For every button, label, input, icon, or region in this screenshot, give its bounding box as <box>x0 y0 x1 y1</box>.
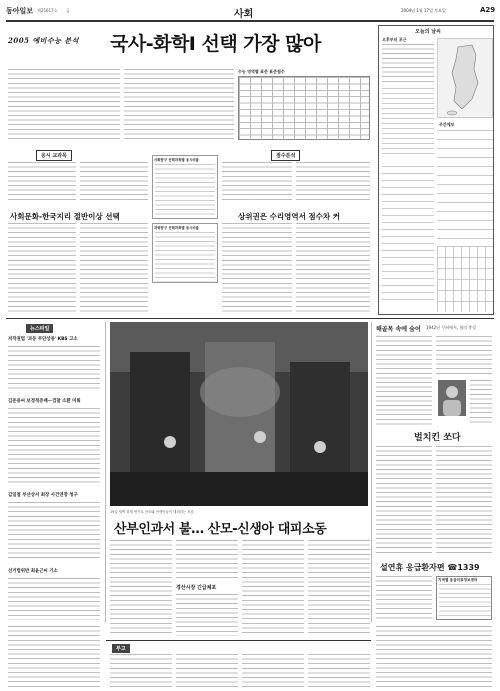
fire-text-col-1 <box>110 540 172 636</box>
obituary-col-2 <box>176 654 238 688</box>
weather-table <box>382 88 434 158</box>
news-photo <box>110 322 368 506</box>
right-column-bottom-text <box>376 626 492 688</box>
sidebar-text-1 <box>376 336 432 426</box>
col3-text-bottom <box>222 223 292 313</box>
day-mark: 금 <box>66 8 70 13</box>
forecast-grid-2 <box>437 246 493 312</box>
person-icon <box>438 380 466 416</box>
page-number: A29 <box>480 6 496 14</box>
obituary-col-3 <box>242 654 304 688</box>
fire-text-col-2 <box>176 540 238 580</box>
regional-center-title: 지역별 응급의료정보센터 <box>438 578 478 582</box>
paper-name: 동아일보 <box>6 7 34 15</box>
col3-text <box>222 162 292 202</box>
left-text-4 <box>8 578 100 620</box>
science-chart-rows <box>155 232 215 282</box>
left-text-2 <box>8 408 100 486</box>
social-chart-title: 사회탐구 선택과목별 응시비율 <box>154 158 199 162</box>
section-title: 사회 <box>234 9 254 20</box>
sidebar-story-subtitle: 1942년 무허에서, 혐의 충성 <box>426 325 477 330</box>
left-column-bottom-text <box>8 626 100 688</box>
regional-center-box <box>436 576 492 620</box>
sidebar-text-5 <box>436 446 492 556</box>
intro-text-col-2 <box>124 69 234 141</box>
weather-today-label: 오후부터 포근 <box>382 37 407 42</box>
science-chart-title: 과학탐구 선택과목별 응시비율 <box>154 226 199 230</box>
col4-text <box>296 162 370 202</box>
score-table-grid <box>238 76 370 140</box>
obituary-tag: 부고 <box>112 644 130 653</box>
side-column-headline: 벌치킨 쏘다 <box>414 433 461 443</box>
col1-label: 응시 교과목 <box>36 150 72 161</box>
bottom-strip-rule <box>106 640 371 641</box>
science-chart <box>152 223 218 283</box>
lead-headline: 국사-화학Ⅰ 선택 가장 많아 <box>110 33 321 55</box>
lead-bottom-rule <box>6 318 494 319</box>
col2-text-bottom <box>80 223 148 313</box>
weather-title: 오늘의 날씨 <box>415 29 441 35</box>
obituary-col-4 <box>308 654 370 688</box>
sidebar-story-title: 해골목 속에 숨어 <box>376 326 421 333</box>
fire-text-col-3 <box>242 540 304 636</box>
col1-text-bottom <box>8 223 76 313</box>
subhead-math-top: 상위권은 수리영역서 점수차 커 <box>238 212 341 221</box>
forecast-label: 주간예보 <box>439 122 455 127</box>
col2-text-top <box>80 162 148 202</box>
news-file-tag: 뉴스파일 <box>26 324 53 333</box>
sidebar-text-2 <box>436 336 492 376</box>
right-column-divider <box>371 322 372 622</box>
left-headline-1: 저작권법 '과동 무단상용' KBS 고소 <box>8 337 78 342</box>
masthead-rule <box>6 20 494 22</box>
col1-text-top <box>8 162 76 202</box>
hotline-headline: 설연휴 응급환자편 ☎1339 <box>380 563 480 572</box>
accident-headline: 산부인과서 불… 산모-신생아 대피소동 <box>114 522 327 537</box>
left-headline-4: 선거법위반 최윤근씨 기소 <box>8 569 58 574</box>
issue-date: 2004년 1월 17일 토요일 <box>401 8 446 13</box>
fire-text-col-4 <box>308 540 370 636</box>
weather-map <box>437 38 493 118</box>
hotline-text-1 <box>376 576 432 620</box>
social-chart-rows <box>155 164 215 218</box>
left-text-3 <box>8 502 100 562</box>
lead-story <box>6 25 372 315</box>
left-headline-3: 김일철 부산상서 최장 사건연장 청구 <box>8 493 78 498</box>
masthead <box>6 6 494 18</box>
intro-text-col-1 <box>8 69 120 141</box>
col4-text-bottom <box>296 223 370 313</box>
korea-map-icon <box>438 39 494 119</box>
left-text-1 <box>8 346 100 392</box>
photo-caption: 19일 새벽 화재 연기로 산모와 신생아들이 대피하는 모습 <box>110 510 194 514</box>
portrait-photo <box>438 380 466 416</box>
weather-box <box>378 25 494 315</box>
weather-summary-text <box>382 44 434 84</box>
obituary-col-1 <box>110 654 172 688</box>
left-news-column <box>6 322 102 622</box>
sidebar-text-3 <box>470 380 492 426</box>
forecast-grid <box>437 130 493 240</box>
gyeongsan-headline: 경산시장 긴급체포 <box>176 585 217 591</box>
weather-icons-row <box>382 166 434 306</box>
issue-number: 제25617호 <box>37 8 58 13</box>
fire-scene-photo <box>110 322 368 506</box>
social-chart <box>152 155 218 219</box>
score-table-box <box>238 69 370 143</box>
sidebar-text-4 <box>376 446 432 556</box>
sidebar-story <box>374 322 494 622</box>
subhead-social-korean: 사회문화-한국지리 절반이상 선택 <box>10 212 120 221</box>
left-column-divider <box>105 322 106 622</box>
left-headline-2: 김준용씨 보정적증배ー검찰 소환 미뤄 <box>8 399 81 404</box>
score-table-title: 수능 영역별 표준 표준점수 <box>238 69 285 74</box>
fire-text-col-2b <box>176 594 238 636</box>
regional-center-rows <box>439 584 491 619</box>
col2-label: 점수분석 <box>271 150 300 161</box>
series-tag: 2005 예비수능 분석 <box>8 36 79 45</box>
